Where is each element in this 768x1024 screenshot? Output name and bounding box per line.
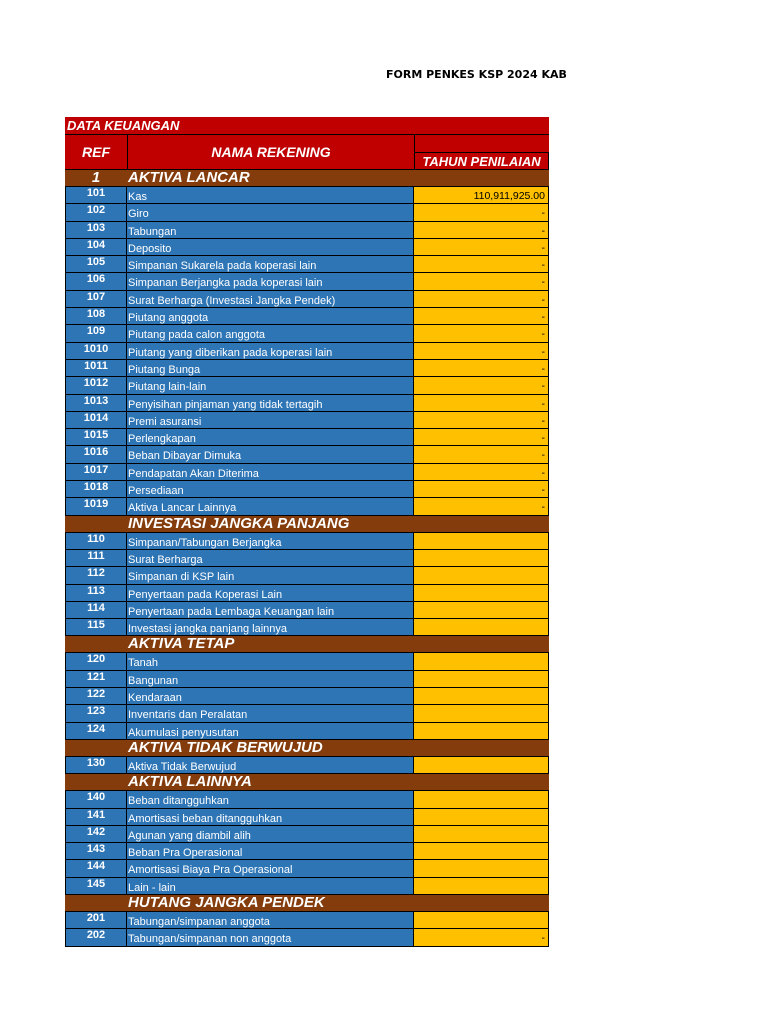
data-keuangan-label: DATA KEUANGAN: [65, 117, 549, 135]
section-number: [65, 774, 127, 790]
table-row: [65, 360, 549, 377]
table-row: [65, 723, 549, 740]
value-cell[interactable]: 110,911,925.00: [414, 187, 549, 203]
value-cell[interactable]: -: [414, 204, 549, 220]
value-cell[interactable]: [414, 912, 549, 928]
value-cell[interactable]: [414, 843, 549, 859]
table-row: [65, 273, 549, 290]
table-row: [65, 325, 549, 342]
ref-cell: 1011: [65, 360, 127, 376]
ref-cell: 1018: [65, 481, 127, 497]
value-cell[interactable]: [414, 809, 549, 825]
account-name-column-header: NAMA REKENING: [128, 135, 415, 169]
account-name-cell: Simpanan Sukarela pada koperasi lain: [127, 256, 414, 272]
value-cell[interactable]: [414, 567, 549, 583]
account-name-cell: Simpanan di KSP lain: [127, 567, 414, 583]
table-row: [65, 498, 549, 515]
ref-column-header: REF: [65, 135, 128, 169]
ref-cell: 104: [65, 239, 127, 255]
table-row: [65, 912, 549, 929]
section-title: AKTIVA LANCAR: [128, 169, 250, 186]
account-name-cell: Kendaraan: [127, 688, 414, 704]
account-name-cell: Beban Dibayar Dimuka: [127, 446, 414, 462]
value-cell[interactable]: -: [414, 222, 549, 238]
table-row: [65, 619, 549, 636]
value-cell[interactable]: [414, 826, 549, 842]
account-name-cell: Akumulasi penyusutan: [127, 723, 414, 739]
section-header: [65, 170, 549, 187]
section-header: [65, 895, 549, 912]
ref-cell: 144: [65, 860, 127, 876]
section-header: [65, 636, 549, 653]
table-row: [65, 464, 549, 481]
value-cell[interactable]: [414, 602, 549, 618]
ref-cell: 122: [65, 688, 127, 704]
section-title: INVESTASI JANGKA PANJANG: [128, 514, 350, 532]
value-cell[interactable]: -: [414, 325, 549, 341]
value-cell[interactable]: [414, 619, 549, 635]
section-title: AKTIVA TIDAK BERWUJUD: [128, 738, 323, 756]
ref-cell: 123: [65, 705, 127, 721]
account-name-cell: Bangunan: [127, 671, 414, 687]
value-cell[interactable]: [414, 878, 549, 894]
table-row: [65, 843, 549, 860]
section-number: [65, 895, 127, 911]
ref-cell: 114: [65, 602, 127, 618]
account-name-cell: Surat Berharga (Investasi Jangka Pendek): [127, 291, 414, 307]
section-number: [65, 740, 127, 756]
account-name-cell: Amortisasi Biaya Pra Operasional: [127, 860, 414, 876]
value-cell[interactable]: -: [414, 395, 549, 411]
ref-cell: 110: [65, 533, 127, 549]
table-row: [65, 878, 549, 895]
ref-cell: 1017: [65, 464, 127, 480]
table-row: [65, 222, 549, 239]
table-row: [65, 585, 549, 602]
table-row: [65, 860, 549, 877]
account-name-cell: Deposito: [127, 239, 414, 255]
financial-data-sheet: [65, 117, 549, 947]
value-cell[interactable]: [414, 688, 549, 704]
section-header: [65, 516, 549, 533]
value-cell[interactable]: -: [414, 291, 549, 307]
value-cell[interactable]: -: [414, 239, 549, 255]
account-name-cell: Aktiva Lancar Lainnya: [127, 498, 414, 514]
table-row: [65, 308, 549, 325]
table-row: [65, 239, 549, 256]
account-name-cell: Agunan yang diambil alih: [127, 826, 414, 842]
account-name-cell: Penyertaan pada Lembaga Keuangan lain: [127, 602, 414, 618]
form-title: FORM PENKES KSP 2024 KAB: [386, 68, 567, 81]
table-row: [65, 826, 549, 843]
table-row: [65, 187, 549, 204]
table-row: [65, 256, 549, 273]
table-row: [65, 446, 549, 463]
ref-cell: 145: [65, 878, 127, 894]
table-row: [65, 291, 549, 308]
account-name-cell: Simpanan Berjangka pada koperasi lain: [127, 273, 414, 289]
account-name-cell: Piutang lain-lain: [127, 377, 414, 393]
value-cell[interactable]: [414, 860, 549, 876]
ref-cell: 106: [65, 273, 127, 289]
account-name-cell: Penyertaan pada Koperasi Lain: [127, 585, 414, 601]
table-row: [65, 653, 549, 670]
table-row: [65, 688, 549, 705]
ref-cell: 142: [65, 826, 127, 842]
tahun-penilaian-header: TAHUN PENILAIAN: [415, 153, 549, 169]
value-cell[interactable]: [414, 550, 549, 566]
table-header: [65, 135, 549, 170]
ref-cell: 202: [65, 929, 127, 945]
ref-cell: 115: [65, 619, 127, 635]
account-name-cell: Penyisihan pinjaman yang tidak tertagih: [127, 395, 414, 411]
ref-cell: 140: [65, 791, 127, 807]
table-row: [65, 929, 549, 946]
table-row: [65, 377, 549, 394]
value-cell[interactable]: -: [414, 377, 549, 393]
account-name-cell: Simpanan/Tabungan Berjangka: [127, 533, 414, 549]
value-cell[interactable]: [414, 757, 549, 773]
year-header-top-cell: [415, 135, 549, 153]
value-cell[interactable]: -: [414, 429, 549, 445]
table-row: [65, 809, 549, 826]
account-name-cell: Aktiva Tidak Berwujud: [127, 757, 414, 773]
account-name-cell: Tabungan/simpanan anggota: [127, 912, 414, 928]
ref-cell: 109: [65, 325, 127, 341]
account-name-cell: Giro: [127, 204, 414, 220]
ref-cell: 103: [65, 222, 127, 238]
value-cell[interactable]: -: [414, 273, 549, 289]
value-cell[interactable]: -: [414, 464, 549, 480]
ref-cell: 101: [65, 187, 127, 203]
table-row: [65, 429, 549, 446]
ref-cell: 108: [65, 308, 127, 324]
account-name-cell: Piutang Bunga: [127, 360, 414, 376]
ref-cell: 120: [65, 653, 127, 669]
value-cell[interactable]: -: [414, 929, 549, 945]
ref-cell: 130: [65, 757, 127, 773]
table-row: [65, 412, 549, 429]
ref-cell: 111: [65, 550, 127, 566]
ref-cell: 1014: [65, 412, 127, 428]
ref-cell: 1016: [65, 446, 127, 462]
table-row: [65, 550, 549, 567]
table-row: [65, 602, 549, 619]
account-name-cell: Persediaan: [127, 481, 414, 497]
table-row: [65, 705, 549, 722]
account-name-cell: Piutang anggota: [127, 308, 414, 324]
value-cell[interactable]: [414, 653, 549, 669]
value-cell[interactable]: -: [414, 498, 549, 514]
account-name-cell: Beban Pra Operasional: [127, 843, 414, 859]
account-name-cell: Amortisasi beban ditangguhkan: [127, 809, 414, 825]
ref-cell: 121: [65, 671, 127, 687]
value-cell[interactable]: [414, 723, 549, 739]
value-cell[interactable]: -: [414, 343, 549, 359]
value-cell[interactable]: [414, 533, 549, 549]
ref-cell: 113: [65, 585, 127, 601]
account-name-cell: Surat Berharga: [127, 550, 414, 566]
value-cell[interactable]: -: [414, 360, 549, 376]
year-column-header-cell: [415, 135, 549, 169]
ref-cell: 143: [65, 843, 127, 859]
table-row: [65, 757, 549, 774]
section-title: AKTIVA LAINNYA: [128, 773, 252, 791]
account-name-cell: Perlengkapan: [127, 429, 414, 445]
value-cell[interactable]: -: [414, 481, 549, 497]
ref-cell: 201: [65, 912, 127, 928]
value-cell[interactable]: -: [414, 412, 549, 428]
account-name-cell: Premi asuransi: [127, 412, 414, 428]
ref-cell: 141: [65, 809, 127, 825]
account-name-cell: Beban ditangguhkan: [127, 791, 414, 807]
value-cell[interactable]: -: [414, 308, 549, 324]
account-name-cell: Kas: [127, 187, 414, 203]
section-number: [65, 636, 127, 652]
table-row: [65, 395, 549, 412]
section-title: HUTANG JANGKA PENDEK: [128, 893, 325, 911]
section-number: 1: [91, 169, 101, 186]
account-name-cell: Tabungan/simpanan non anggota: [127, 929, 414, 945]
value-cell[interactable]: [414, 791, 549, 807]
ref-cell: 1012: [65, 377, 127, 393]
table-row: [65, 533, 549, 550]
ref-cell: 124: [65, 723, 127, 739]
ref-cell: 1019: [65, 498, 127, 514]
value-cell[interactable]: -: [414, 446, 549, 462]
account-name-cell: Investasi jangka panjang lainnya: [127, 619, 414, 635]
section-title: AKTIVA TETAP: [128, 635, 235, 653]
value-cell[interactable]: [414, 585, 549, 601]
table-row: [65, 671, 549, 688]
ref-cell: 1013: [65, 395, 127, 411]
section-number: [65, 516, 127, 532]
table-row: [65, 791, 549, 808]
section-header: [65, 774, 549, 791]
table-row: [65, 567, 549, 584]
value-cell[interactable]: [414, 705, 549, 721]
section-header: [65, 740, 549, 757]
value-cell[interactable]: -: [414, 256, 549, 272]
account-name-cell: Inventaris dan Peralatan: [127, 705, 414, 721]
ref-cell: 105: [65, 256, 127, 272]
ref-cell: 1010: [65, 343, 127, 359]
table-row: [65, 481, 549, 498]
ref-cell: 107: [65, 291, 127, 307]
account-name-cell: Piutang yang diberikan pada koperasi lain: [127, 343, 414, 359]
table-row: [65, 204, 549, 221]
account-name-cell: Tanah: [127, 653, 414, 669]
value-cell[interactable]: [414, 671, 549, 687]
account-name-cell: Piutang pada calon anggota: [127, 325, 414, 341]
account-name-cell: Lain - lain: [127, 878, 414, 894]
ref-cell: 102: [65, 204, 127, 220]
ref-cell: 1015: [65, 429, 127, 445]
ref-cell: 112: [65, 567, 127, 583]
account-name-cell: Tabungan: [127, 222, 414, 238]
account-name-cell: Pendapatan Akan Diterima: [127, 464, 414, 480]
table-body: [65, 170, 549, 947]
table-row: [65, 343, 549, 360]
